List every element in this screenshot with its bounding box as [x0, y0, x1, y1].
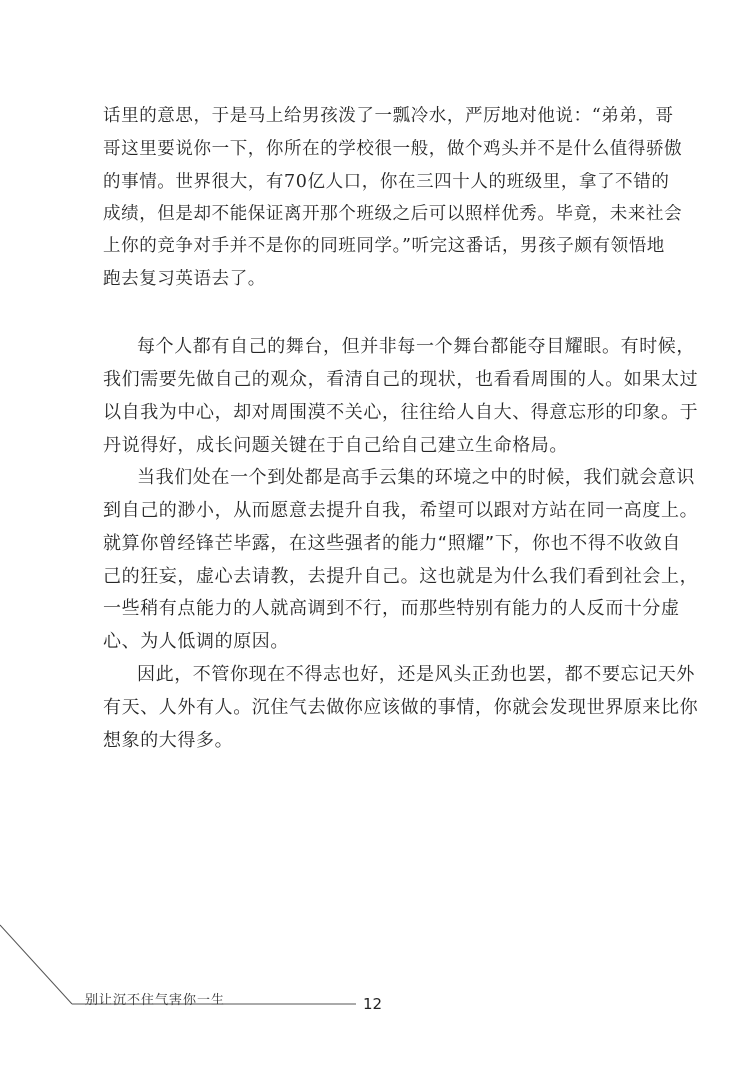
footer-book-title: 别让沉不住气害你一生 — [85, 993, 226, 1008]
text-line: 就算你曾经锋芒毕露，在这些强者的能力“照耀”下，你也不得不收敛自 — [103, 533, 681, 554]
text-line: 心、为人低调的原因。 — [103, 631, 289, 652]
text-line: 的事情。世界很大，有70亿人口，你在三四十人的班级里，拿了不错的 — [103, 172, 670, 192]
page-number: 12 — [363, 995, 383, 1013]
text-line: 一些稍有点能力的人就高调到不行，而那些特别有能力的人反而十分虚 — [103, 598, 680, 619]
text-line: 话里的意思，于是马上给男孩泼了一瓢冷水，严厉地对他说：“弟弟，哥 — [103, 106, 674, 126]
text-line: 丹说得好，成长问题关键在于自己给自己建立生命格局。 — [103, 435, 568, 456]
text-line: 当我们处在一个到处都是高手云集的环境之中的时候，我们就会意识 — [137, 467, 695, 488]
text-line: 跑去复习英语去了。 — [103, 269, 266, 289]
text-line: 成绩，但是却不能保证离开那个班级之后可以照样优秀。毕竟，未来社会 — [103, 204, 683, 224]
text-line: 到自己的渺小，从而愿意去提升自我，希望可以跟对方站在同一高度上。 — [103, 500, 699, 521]
text-line: 以自我为中心，却对周围漠不关心，往往给人自大、得意忘形的印象。于 — [103, 402, 699, 423]
text-line: 有天、人外有人。沉住气去做你应该做的事情，你就会发现世界原来比你 — [103, 697, 699, 718]
text-line: 哥这里要说你一下，你所在的学校很一般，做个鸡头并不是什么值得骄傲 — [103, 139, 683, 159]
text-line: 己的狂妄，虚心去请教，去提升自己。这也就是为什么我们看到社会上， — [103, 566, 699, 587]
text-line: 因此，不管你现在不得志也好，还是风头正劲也罢，都不要忘记天外 — [137, 664, 695, 685]
footer-diagonal-line — [0, 925, 72, 1004]
text-line: 我们需要先做自己的观众，看清自己的现状，也看看周围的人。如果太过 — [103, 369, 699, 390]
text-line: 每个人都有自己的舞台，但并非每一个舞台都能夺目耀眼。有时候， — [137, 336, 695, 357]
text-line: 上你的竞争对手并不是你的同班同学。”听完这番话，男孩子颇有领悟地 — [103, 236, 665, 256]
text-line: 想象的大得多。 — [103, 730, 234, 751]
